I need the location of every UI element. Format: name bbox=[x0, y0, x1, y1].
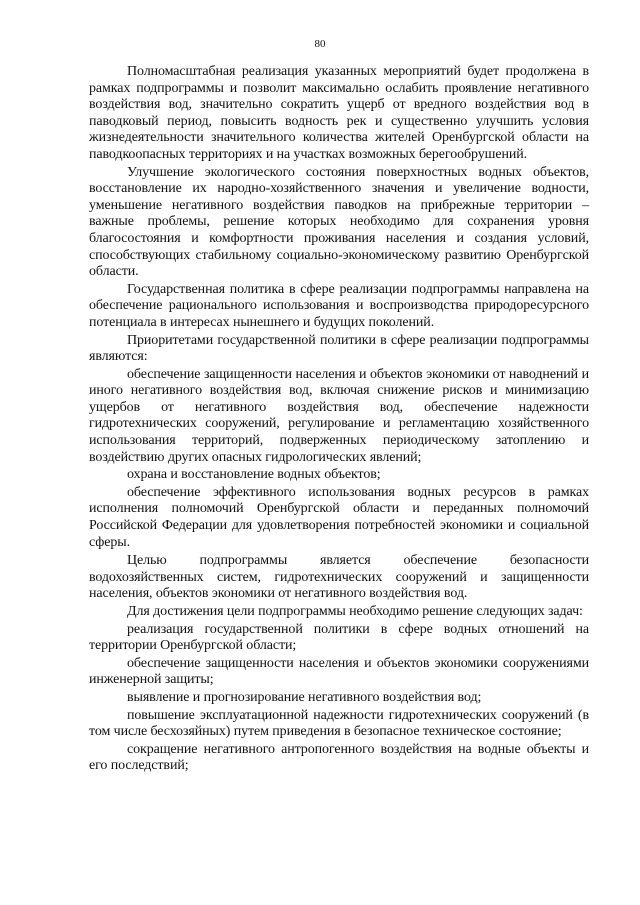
task-structure-reliability: повышение эксплуатационной надежности гидротехнических сооружений (в том числе бесхозяйных) путем приведения в безопасное техническое состояние; bbox=[89, 707, 589, 740]
paragraph-goal: Целью подпрограммы является обеспечение безопасности водохозяйственных систем, гидротехнических сооружений и защищенности населения, объектов экономики от негативного воздействия вод. bbox=[89, 553, 589, 602]
priority-protection: обеспечение защищенности населения и объектов экономики от наводнений и иного негативного воздействия вод, включая снижение рисков и минимизацию ущербов от негативного воздействия вод, обеспечение надежности гидротехнических сооружений, регулирование и регламентацию хозяйственного использования территорий, подверженных периодическому затоплению и воздействию других опасных гидрологических явлений; bbox=[89, 366, 589, 465]
document-body bbox=[89, 64, 589, 776]
task-engineering-protection: обеспечение защищенности населения и объектов экономики сооружениями инженерной защиты; bbox=[89, 655, 589, 688]
priority-restoration: охрана и восстановление водных объектов; bbox=[127, 467, 381, 483]
paragraph-implementation-effect: Полномасштабная реализация указанных мероприятий будет продолжена в рамках подпрограммы и позволит максимально ослабить проявление негативного воздействия вод, значительно сократить ущерб от вредного воздействия вод в паводковый период, повысить водность рек и существенно улучшить условия жизнедеятельности значительного количества жителей Оренбургской области на паводкоопасных территориях и на участках возможных берегообрушений. bbox=[89, 64, 589, 162]
paragraph-state-policy: Государственная политика в сфере реализации подпрограммы направлена на обеспечение рационального использования и воспроизводства природоресурсного потенциала в интересах нынешнего и будущих поколений. bbox=[89, 281, 589, 330]
page-number: 80 bbox=[314, 38, 326, 50]
paragraph-ecological-improvement: Улучшение экологического состояния поверхностных водных объектов, восстановление их народно-хозяйственного значения и увеличение водности, уменьшение негативного воздействия паводков на прибрежные территории – важные проблемы, решение которых необходимо для сохранения уровня благосостояния и комфортности проживания населения и создания условий, способствующих стабильному социально-экономическому развитию Оренбургской области. bbox=[89, 164, 589, 280]
task-anthropogenic-impact: сокращение негативного антропогенного воздействия на водные объекты и его последствий; bbox=[89, 741, 589, 774]
paragraph-tasks-intro: Для достижения цели подпрограммы необходимо решение следующих задач: bbox=[127, 604, 583, 619]
priority-efficient-use: обеспечение эффективного использования водных ресурсов в рамках исполнения полномочий Оренбургской области и переданных полномочий Российской Федерации для удовлетворения потребностей экономики и социальной сферы. bbox=[89, 484, 589, 550]
task-water-policy: реализация государственной политики в сфере водных отношений на территории Оренбургской области; bbox=[89, 621, 589, 654]
paragraph-priorities-intro: Приоритетами государственной политики в сфере реализации подпрограммы являются: bbox=[89, 332, 589, 365]
task-forecasting: выявление и прогнозирование негативного воздействия вод; bbox=[127, 689, 482, 705]
